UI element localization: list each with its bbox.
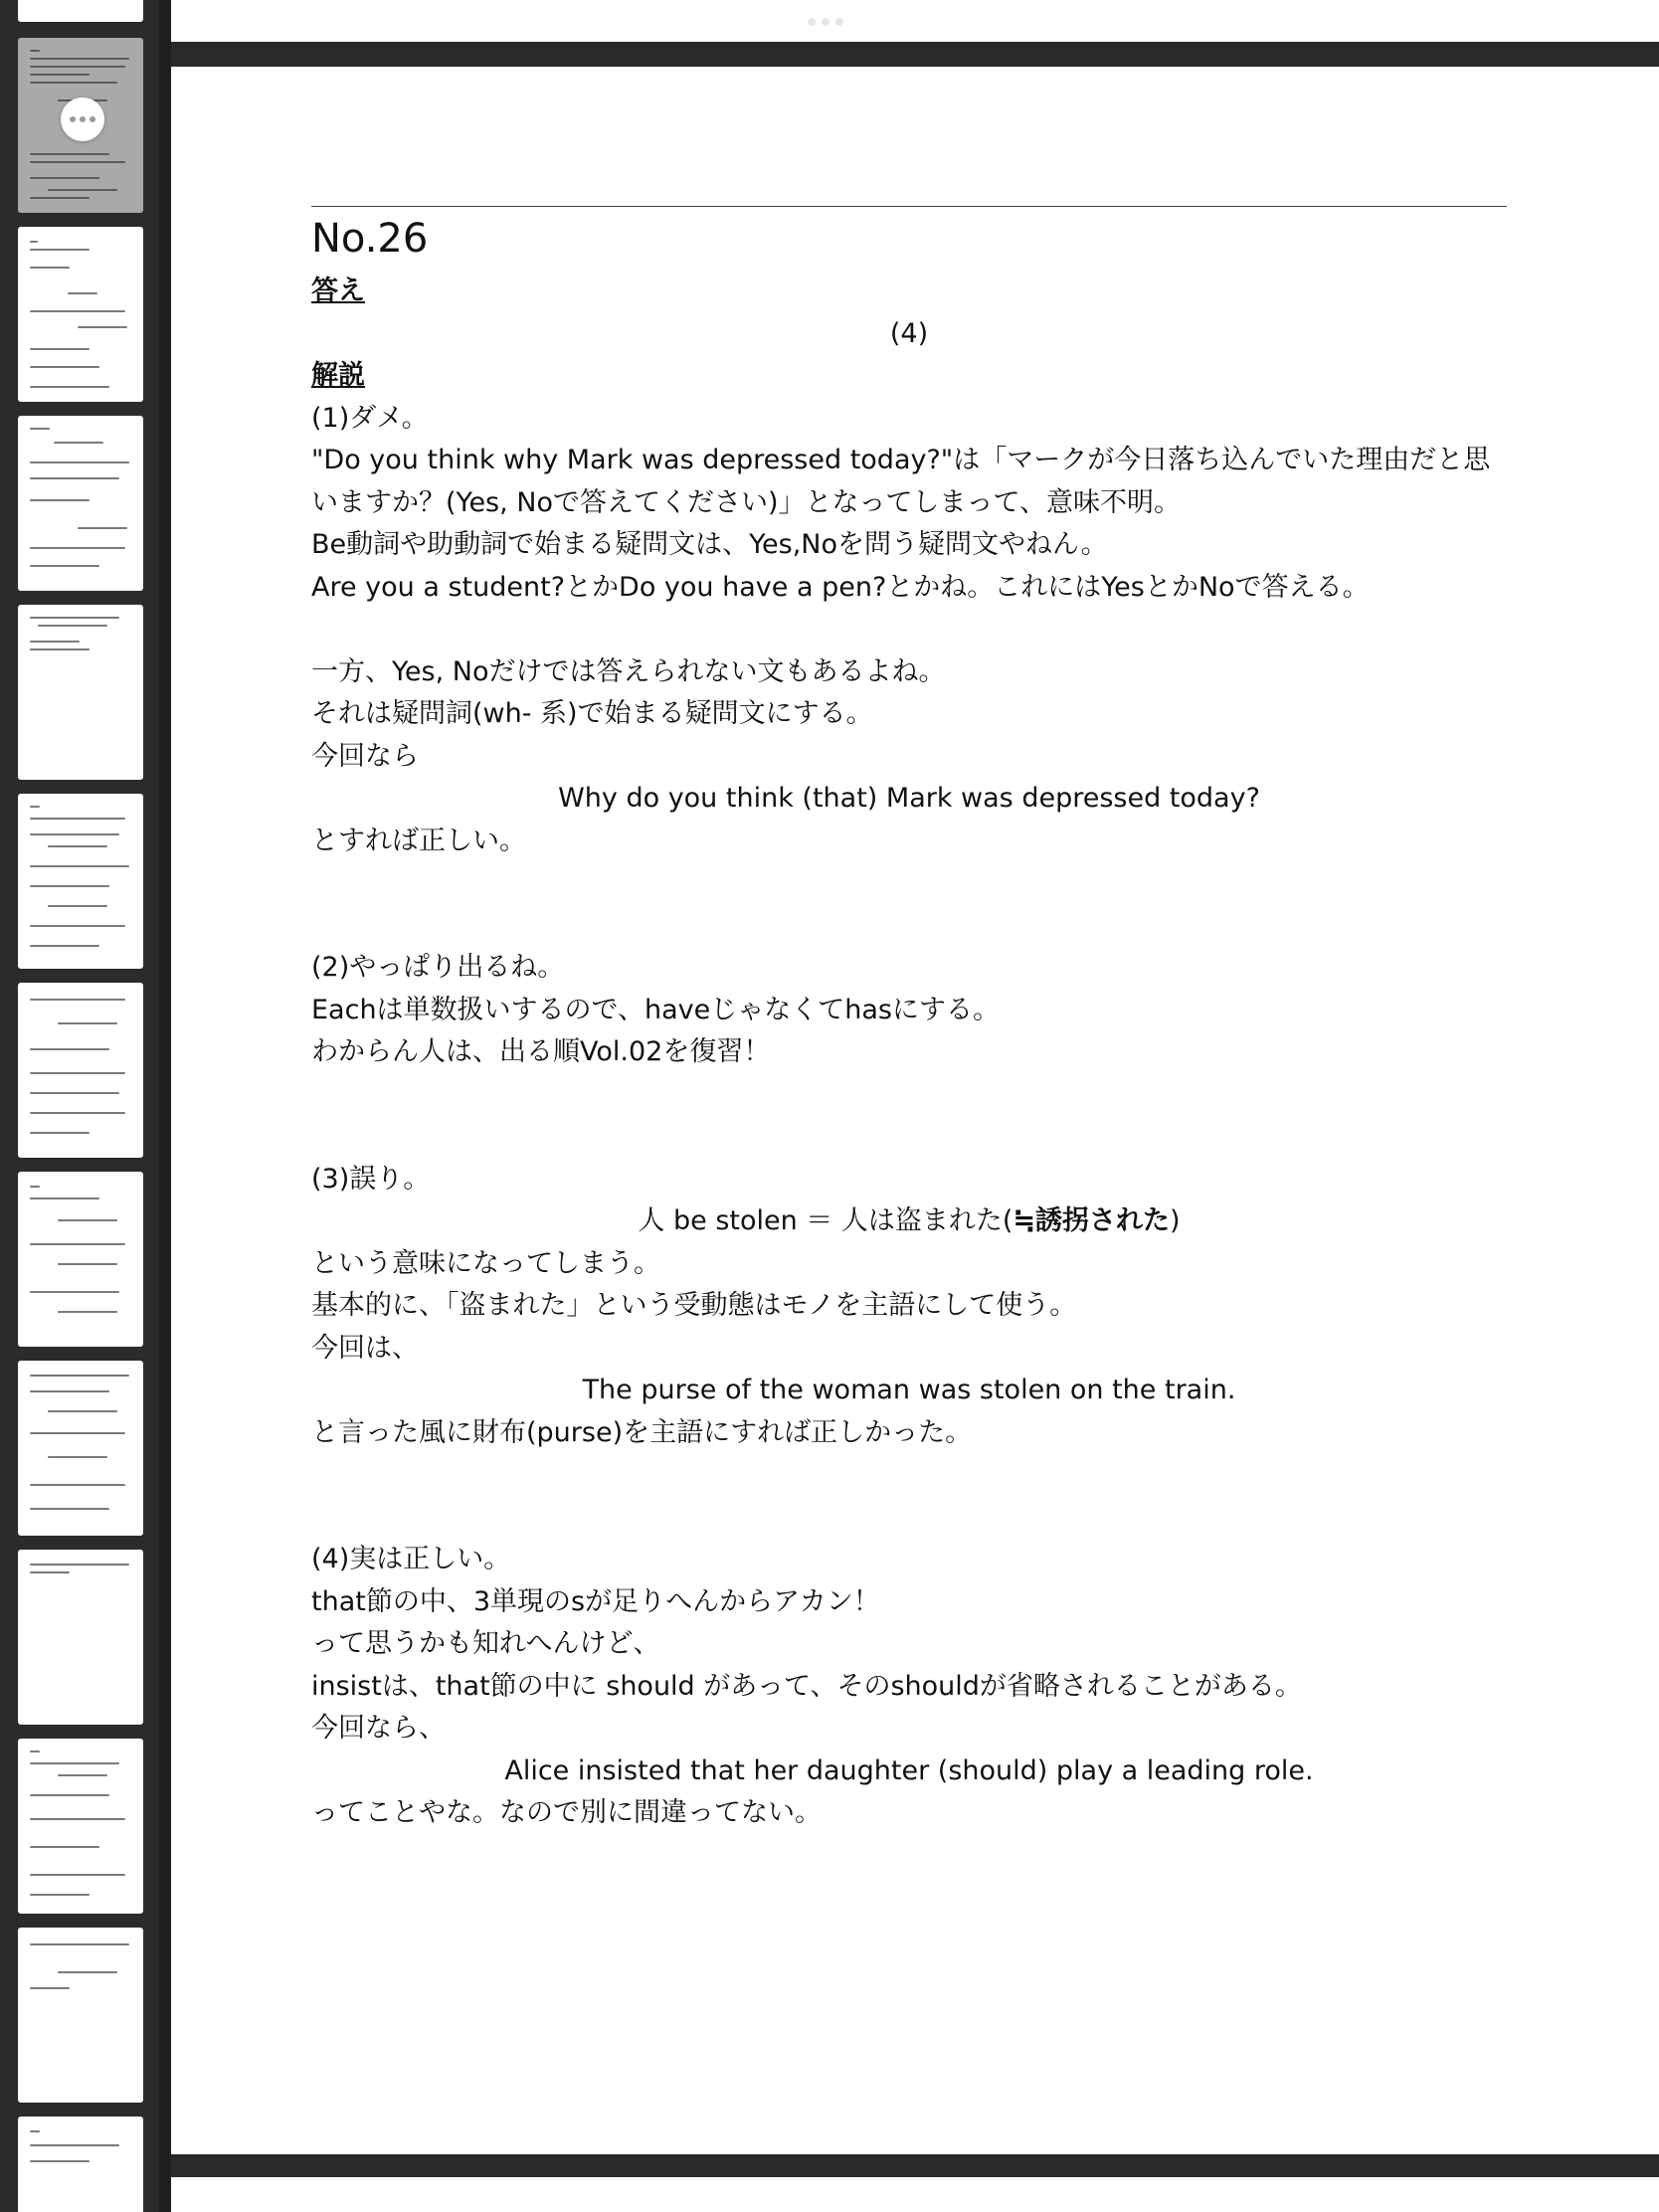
page-thumbnail[interactable]	[18, 1361, 143, 1536]
text-line: Eachは単数扱いするので、haveじゃなくてhasにする。	[311, 994, 1000, 1025]
page-thumbnail[interactable]	[18, 0, 143, 22]
page-thumbnail[interactable]	[18, 983, 143, 1158]
text-line: (3)誤り。	[311, 1163, 431, 1195]
text-line: insistは、that節の中に should があって、そのshouldが省略されることがある。	[311, 1670, 1302, 1702]
example-bold: ≒誘拐された	[1013, 1205, 1171, 1236]
example-sentence: Why do you think (that) Mark was depressed today?	[558, 783, 1260, 814]
text-line: 基本的に、「盗まれた」という受動態はモノを主語にして使う。	[311, 1290, 1077, 1321]
text-line: ってことやな。なので別に間違ってない。	[311, 1797, 822, 1828]
text-line: それは疑問詞(wh- 系)で始まる疑問文にする。	[311, 698, 873, 729]
text-line: 今回は、	[311, 1332, 419, 1364]
text-line: "Do you think why Mark was depressed today?"は「マークが今日落ち込んでいた理由だと思いますか？(Yes, Noで答えてください)」となってしまって、意味不明。	[311, 445, 1491, 518]
more-dot-icon	[80, 116, 86, 122]
example-sentence: The purse of the woman was stolen on the train.	[582, 1375, 1236, 1405]
text-line: 今回なら、	[311, 1713, 446, 1744]
text-line: と言った風に財布(purse)を主語にすれば正しかった。	[311, 1416, 973, 1448]
answer-value: (4)	[889, 317, 929, 349]
page-thumbnail[interactable]	[18, 1550, 143, 1725]
explanation-heading: 解説	[311, 360, 365, 391]
text-line: わからん人は、出る順Vol.02を復習！	[311, 1036, 771, 1067]
page-thumbnail[interactable]	[18, 2117, 143, 2212]
text-line: (1)ダメ。	[311, 402, 429, 434]
text-line: という意味になってしまう。	[311, 1247, 660, 1279]
answer-heading: 答え	[311, 276, 365, 306]
page-thumbnail[interactable]	[18, 1739, 143, 1914]
page-thumbnail[interactable]	[18, 605, 143, 780]
example-plain: 人 be stolen ＝ 人は盗まれた(	[638, 1205, 1014, 1236]
page-thumbnail[interactable]	[18, 794, 143, 969]
top-rule	[311, 206, 1507, 207]
text-line: (2)やっぱり出るね。	[311, 952, 565, 983]
text-line: that節の中、3単現のsが足りへんからアカン！	[311, 1585, 880, 1617]
page-thumbnail-selected[interactable]	[18, 38, 143, 213]
more-options-button[interactable]	[61, 97, 104, 141]
text-line: って思うかも知れへんけど、	[311, 1628, 660, 1659]
page-title: No.26	[311, 216, 429, 262]
example-close: )	[1170, 1205, 1181, 1236]
text-line: Be動詞や助動詞で始まる疑問文は、Yes,Noを問う疑問文やねん。	[311, 529, 1108, 560]
page-thumbnail[interactable]	[18, 1172, 143, 1347]
more-dot-icon	[90, 116, 95, 122]
text-line: Are you a student?とかDo you have a pen?とかね。これにはYesとかNoで答える。	[311, 571, 1370, 603]
page-content	[311, 206, 1507, 1835]
handle-dot-icon	[835, 18, 843, 26]
text-line: (4)実は正しい。	[311, 1544, 511, 1574]
example-sentence	[311, 1200, 1507, 1243]
previous-page	[171, 0, 1659, 42]
next-page	[171, 2177, 1659, 2212]
text-line: とすれば正しい。	[311, 825, 526, 856]
text-line: 一方、Yes, Noだけでは答えられない文もあるよね。	[311, 655, 946, 687]
handle-dot-icon	[808, 18, 816, 26]
page-thumbnail[interactable]	[18, 1928, 143, 2103]
handle-dot-icon	[822, 18, 830, 26]
example-sentence: Alice insisted that her daughter (should) play a leading role.	[504, 1754, 1314, 1786]
page-handle[interactable]	[808, 18, 843, 26]
page-thumbnail[interactable]	[18, 416, 143, 591]
page-thumbnail[interactable]	[18, 227, 143, 402]
document-page	[171, 67, 1659, 2154]
text-line: 今回なら	[311, 740, 419, 772]
sidebar-divider	[159, 0, 171, 2212]
more-dot-icon	[70, 116, 76, 122]
thumbnail-sidebar	[0, 0, 159, 2212]
